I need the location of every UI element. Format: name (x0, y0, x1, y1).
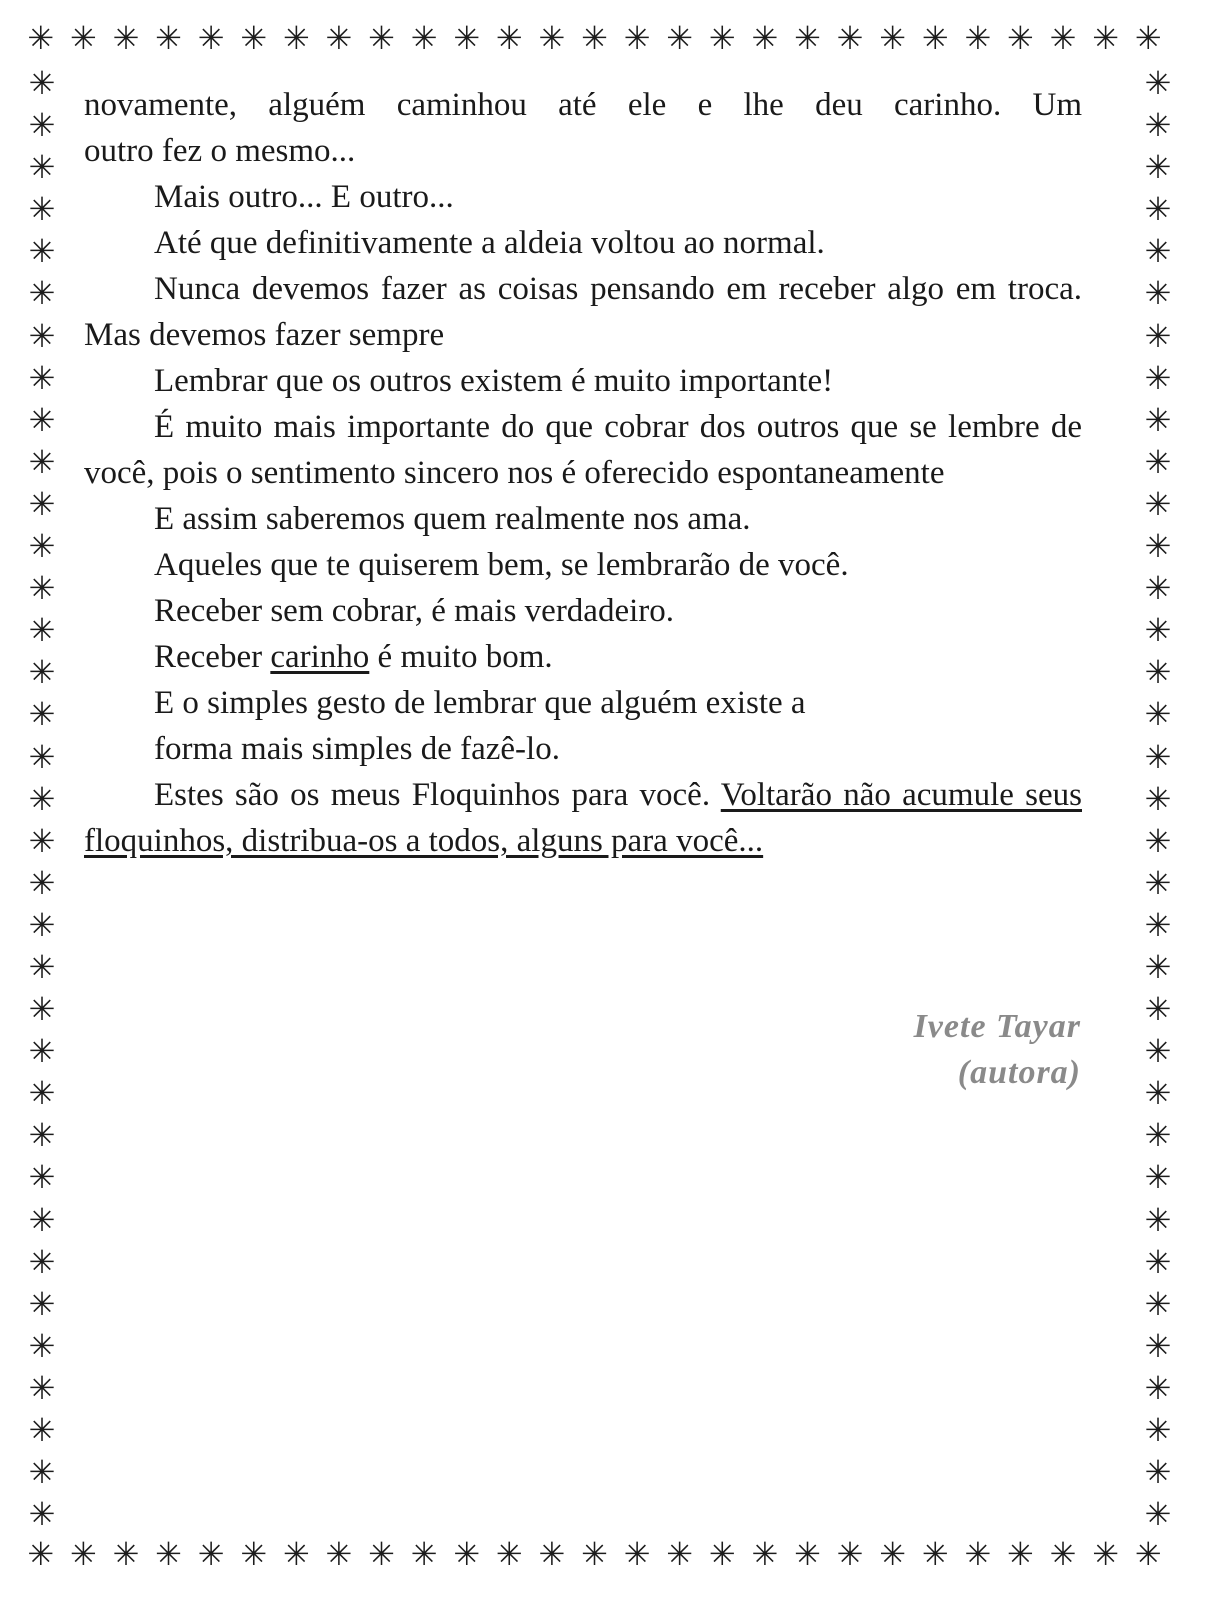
asterisk-flower-icon: ✳ (28, 1116, 56, 1155)
asterisk-flower-icon: ✳ (1134, 1538, 1163, 1573)
asterisk-flower-icon: ✳ (794, 22, 822, 57)
asterisk-flower-icon: ✳ (1144, 190, 1172, 229)
paragraph-11-line-2: forma mais simples de fazê-lo. (154, 731, 560, 767)
asterisk-flower-icon: ✳ (28, 1495, 56, 1534)
asterisk-flower-icon: ✳ (197, 22, 226, 57)
asterisk-flower-icon: ✳ (27, 22, 56, 57)
border-left (22, 62, 62, 1536)
asterisk-flower-icon: ✳ (1134, 22, 1163, 57)
asterisk-flower-icon: ✳ (28, 1242, 56, 1281)
asterisk-flower-icon: ✳ (197, 1538, 226, 1573)
asterisk-flower-icon: ✳ (921, 22, 950, 57)
paragraph-4: Nunca devemos fazer as coisas pensando em receber algo em troca. Mas devemos fazer sempre (84, 271, 1082, 353)
paragraph-12 (84, 772, 1082, 864)
asterisk-flower-icon: ✳ (28, 695, 56, 734)
asterisk-flower-icon: ✳ (1144, 527, 1172, 566)
asterisk-flower-icon: ✳ (1144, 990, 1172, 1029)
asterisk-flower-icon: ✳ (28, 1453, 56, 1492)
paragraph-7: E assim saberemos quem realmente nos ama. (154, 501, 751, 537)
asterisk-flower-icon: ✳ (1144, 569, 1172, 608)
asterisk-flower-icon: ✳ (325, 1538, 354, 1573)
asterisk-flower-icon: ✳ (155, 22, 183, 57)
asterisk-flower-icon: ✳ (1144, 821, 1172, 860)
asterisk-flower-icon: ✳ (410, 1538, 439, 1573)
asterisk-flower-icon: ✳ (1144, 1326, 1172, 1365)
asterisk-flower-icon: ✳ (28, 527, 56, 566)
asterisk-flower-icon: ✳ (28, 316, 56, 355)
asterisk-flower-icon: ✳ (1144, 64, 1172, 102)
asterisk-flower-icon: ✳ (836, 22, 865, 57)
paragraph-10 (84, 634, 1082, 680)
paragraph-6: É muito mais importante do que cobrar dos outros que se lembre de você, pois o sentimento sincero nos é oferecido espontaneamente (84, 409, 1082, 491)
paragraph-12-underlined: Voltarão não acumule seus floquinhos, distribua-os a todos, alguns para você... (84, 777, 1082, 859)
asterisk-flower-icon: ✳ (879, 1538, 908, 1573)
asterisk-flower-icon: ✳ (879, 22, 908, 57)
asterisk-flower-icon: ✳ (1144, 316, 1172, 355)
asterisk-flower-icon: ✳ (1144, 358, 1172, 397)
signature (914, 1004, 1081, 1096)
asterisk-flower-icon: ✳ (1144, 442, 1172, 481)
asterisk-flower-icon: ✳ (495, 22, 524, 57)
border-bottom (20, 1538, 1170, 1576)
asterisk-flower-icon: ✳ (1144, 1411, 1172, 1449)
asterisk-flower-icon: ✳ (1144, 611, 1172, 650)
asterisk-flower-icon: ✳ (708, 22, 737, 57)
asterisk-flower-icon: ✳ (453, 22, 482, 57)
asterisk-flower-icon: ✳ (155, 1538, 183, 1573)
asterisk-flower-icon: ✳ (1049, 22, 1078, 57)
asterisk-flower-icon: ✳ (1092, 22, 1121, 57)
asterisk-flower-icon: ✳ (1144, 1200, 1172, 1239)
asterisk-flower-icon: ✳ (1144, 1116, 1172, 1155)
asterisk-flower-icon: ✳ (28, 232, 56, 271)
asterisk-flower-icon: ✳ (28, 148, 56, 187)
asterisk-flower-icon: ✳ (623, 22, 652, 57)
asterisk-flower-icon: ✳ (28, 1284, 56, 1323)
paragraph-10-before: Receber (154, 639, 271, 675)
paragraph-12-plain: Estes são os meus Floquinhos para você. (154, 777, 721, 813)
asterisk-flower-icon: ✳ (1144, 1495, 1172, 1534)
paragraph-10-underlined-word: carinho (270, 639, 370, 675)
asterisk-flower-icon: ✳ (28, 611, 56, 650)
paragraph-1 (84, 82, 1082, 128)
asterisk-flower-icon: ✳ (538, 1538, 567, 1573)
asterisk-flower-icon: ✳ (538, 22, 567, 57)
asterisk-flower-icon: ✳ (1144, 1032, 1172, 1071)
asterisk-flower-icon: ✳ (28, 274, 56, 313)
asterisk-flower-icon: ✳ (28, 990, 56, 1029)
asterisk-flower-icon: ✳ (1144, 106, 1172, 145)
asterisk-flower-icon: ✳ (112, 1538, 141, 1573)
asterisk-flower-icon: ✳ (240, 22, 269, 57)
asterisk-flower-icon: ✳ (581, 22, 609, 57)
asterisk-flower-icon: ✳ (28, 947, 56, 986)
paragraph-8: Aqueles que te quiserem bem, se lembrarão de você. (154, 547, 849, 583)
document-body (84, 82, 1082, 864)
asterisk-flower-icon: ✳ (1144, 1074, 1172, 1113)
asterisk-flower-icon: ✳ (1144, 232, 1172, 271)
asterisk-flower-icon: ✳ (28, 1368, 56, 1407)
paragraph-5: Lembrar que os outros existem é muito importante! (154, 363, 834, 399)
asterisk-flower-icon: ✳ (28, 1074, 56, 1113)
asterisk-flower-icon: ✳ (28, 64, 56, 102)
asterisk-flower-icon: ✳ (1144, 905, 1172, 944)
asterisk-flower-icon: ✳ (836, 1538, 865, 1573)
asterisk-flower-icon: ✳ (1144, 1242, 1172, 1281)
asterisk-flower-icon: ✳ (1049, 1538, 1078, 1573)
asterisk-flower-icon: ✳ (28, 737, 56, 776)
asterisk-flower-icon: ✳ (28, 1326, 56, 1365)
asterisk-flower-icon: ✳ (28, 400, 56, 439)
asterisk-flower-icon: ✳ (1144, 1284, 1172, 1323)
paragraph-1-line-1: novamente, alguém caminhou até ele e lhe deu carinho. Um (84, 87, 1082, 123)
asterisk-flower-icon: ✳ (1144, 484, 1172, 523)
asterisk-flower-icon: ✳ (28, 905, 56, 944)
asterisk-flower-icon: ✳ (28, 190, 56, 229)
asterisk-flower-icon: ✳ (28, 863, 56, 902)
asterisk-flower-icon: ✳ (921, 1538, 950, 1573)
asterisk-flower-icon: ✳ (28, 779, 56, 818)
asterisk-flower-icon: ✳ (964, 1538, 993, 1573)
asterisk-flower-icon: ✳ (1144, 863, 1172, 902)
asterisk-flower-icon: ✳ (368, 22, 396, 57)
paragraph-11-line-1: E o simples gesto de lembrar que alguém existe a (154, 685, 806, 721)
asterisk-flower-icon: ✳ (69, 22, 98, 57)
asterisk-flower-icon: ✳ (28, 1411, 56, 1449)
signature-name: Ivete Tayar (913, 1008, 1081, 1045)
asterisk-flower-icon: ✳ (1144, 947, 1172, 986)
asterisk-flower-icon: ✳ (112, 22, 141, 57)
asterisk-flower-icon: ✳ (368, 1538, 396, 1573)
asterisk-flower-icon: ✳ (28, 358, 56, 397)
paragraph-2: Mais outro... E outro... (154, 179, 454, 215)
asterisk-flower-icon: ✳ (28, 442, 56, 481)
asterisk-flower-icon: ✳ (28, 1200, 56, 1239)
signature-role: (autora) (957, 1054, 1081, 1091)
border-top (20, 22, 1170, 60)
asterisk-flower-icon: ✳ (28, 569, 56, 608)
border-right (1138, 62, 1178, 1536)
asterisk-flower-icon: ✳ (623, 1538, 652, 1573)
asterisk-flower-icon: ✳ (495, 1538, 524, 1573)
paragraph-1b (84, 128, 1082, 174)
asterisk-flower-icon: ✳ (1007, 1538, 1035, 1573)
asterisk-flower-icon: ✳ (28, 821, 56, 860)
asterisk-flower-icon: ✳ (1144, 1158, 1172, 1197)
paragraph-10-after: é muito bom. (369, 639, 553, 675)
asterisk-flower-icon: ✳ (1144, 400, 1172, 439)
asterisk-flower-icon: ✳ (28, 484, 56, 523)
asterisk-flower-icon: ✳ (1144, 1453, 1172, 1492)
asterisk-flower-icon: ✳ (282, 22, 311, 57)
asterisk-flower-icon: ✳ (282, 1538, 311, 1573)
asterisk-flower-icon: ✳ (666, 22, 695, 57)
asterisk-flower-icon: ✳ (1144, 737, 1172, 776)
asterisk-flower-icon: ✳ (28, 1158, 56, 1197)
paragraph-1-line-2: outro fez o mesmo... (84, 133, 356, 169)
asterisk-flower-icon: ✳ (666, 1538, 695, 1573)
asterisk-flower-icon: ✳ (1144, 274, 1172, 313)
asterisk-flower-icon: ✳ (1144, 148, 1172, 187)
asterisk-flower-icon: ✳ (1144, 653, 1172, 692)
asterisk-flower-icon: ✳ (1144, 779, 1172, 818)
asterisk-flower-icon: ✳ (410, 22, 439, 57)
asterisk-flower-icon: ✳ (453, 1538, 482, 1573)
asterisk-flower-icon: ✳ (794, 1538, 822, 1573)
asterisk-flower-icon: ✳ (1007, 22, 1035, 57)
asterisk-flower-icon: ✳ (581, 1538, 609, 1573)
asterisk-flower-icon: ✳ (1092, 1538, 1121, 1573)
asterisk-flower-icon: ✳ (28, 106, 56, 145)
asterisk-flower-icon: ✳ (708, 1538, 737, 1573)
asterisk-flower-icon: ✳ (27, 1538, 56, 1573)
asterisk-flower-icon: ✳ (325, 22, 354, 57)
paragraph-3: Até que definitivamente a aldeia voltou ao normal. (154, 225, 825, 261)
asterisk-flower-icon: ✳ (240, 1538, 269, 1573)
asterisk-flower-icon: ✳ (69, 1538, 98, 1573)
asterisk-flower-icon: ✳ (751, 22, 780, 57)
asterisk-flower-icon: ✳ (751, 1538, 780, 1573)
asterisk-flower-icon: ✳ (1144, 695, 1172, 734)
asterisk-flower-icon: ✳ (1144, 1368, 1172, 1407)
asterisk-flower-icon: ✳ (28, 1032, 56, 1071)
asterisk-flower-icon: ✳ (28, 653, 56, 692)
asterisk-flower-icon: ✳ (964, 22, 993, 57)
paragraph-9: Receber sem cobrar, é mais verdadeiro. (154, 593, 675, 629)
